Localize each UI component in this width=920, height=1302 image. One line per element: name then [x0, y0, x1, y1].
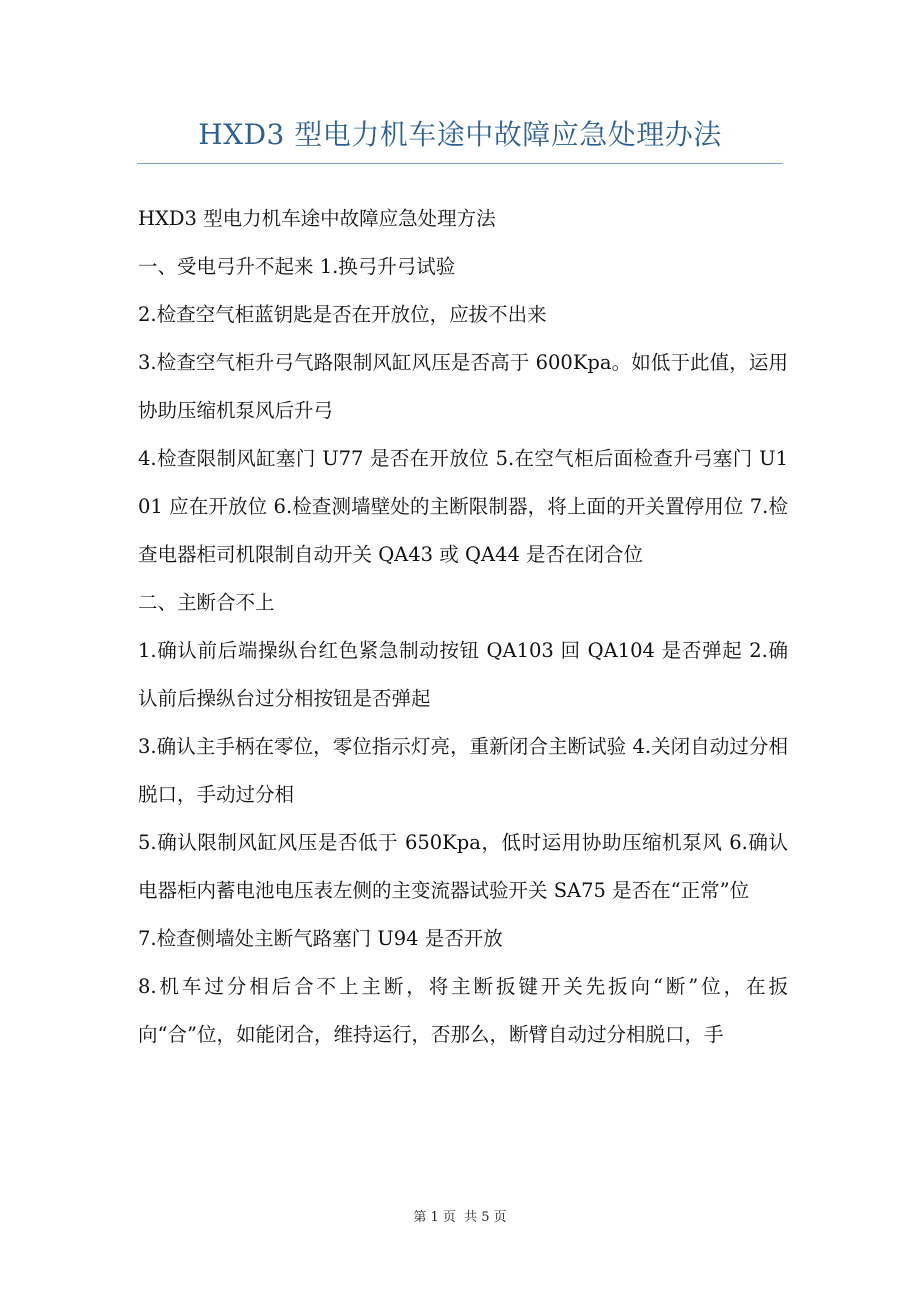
paragraph: 一、受电弓升不起来 1.换弓升弓试验 — [138, 255, 456, 278]
page-footer — [0, 1206, 920, 1225]
document-title: HXD3 型电力机车途中故障应急处理办法 — [198, 118, 722, 151]
paragraph: 8.机车过分相后合不上主断，将主断扳键开关先扳向“断”位，在扳向“合”位，如能闭合，维持运行，否那么，断臂自动过分相脱口，手 — [138, 975, 788, 1046]
paragraph: 7.检查侧墙处主断气路塞门 U94 是否开放 — [138, 927, 503, 950]
paragraph: 2.检查空气柜蓝钥匙是否在开放位，应拔不出来 — [138, 303, 547, 326]
paragraph: 二、主断合不上 — [138, 591, 275, 614]
paragraph: HXD3 型电力机车途中故障应急处理方法 — [138, 207, 496, 230]
paragraph: 5.确认限制风缸风压是否低于 650Kpa，低时运用协助压缩机泵风 6.确认电器柜内蓄电池电压表左侧的主变流器试验开关 SA75 是否在“正常”位 — [138, 831, 788, 902]
page-total: 共 5 页 — [464, 1210, 507, 1225]
paragraph: 1.确认前后端操纵台红色紧急制动按钮 QA103 回 QA104 是否弹起 2.确认前后操纵台过分相按钮是否弹起 — [138, 639, 788, 710]
page-number: 第 1 页 — [413, 1210, 456, 1225]
paragraph: 3.确认主手柄在零位，零位指示灯亮，重新闭合主断试验 4.关闭自动过分相脱口，手动过分相 — [138, 735, 788, 806]
title-divider — [137, 163, 783, 164]
paragraph: 4.检查限制风缸塞门 U77 是否在开放位 5.在空气柜后面检查升弓塞门 U101 应在开放位 6.检查测墙壁处的主断限制器，将上面的开关置停用位 7.检查电器柜司机限制自动开关 QA43 或 QA44 是否在闭合位 — [138, 447, 788, 566]
paragraph: 3.检查空气柜升弓气路限制风缸风压是否高于 600Kpa。如低于此值，运用协助压缩机泵风后升弓 — [138, 351, 788, 422]
document-body — [138, 195, 788, 1059]
